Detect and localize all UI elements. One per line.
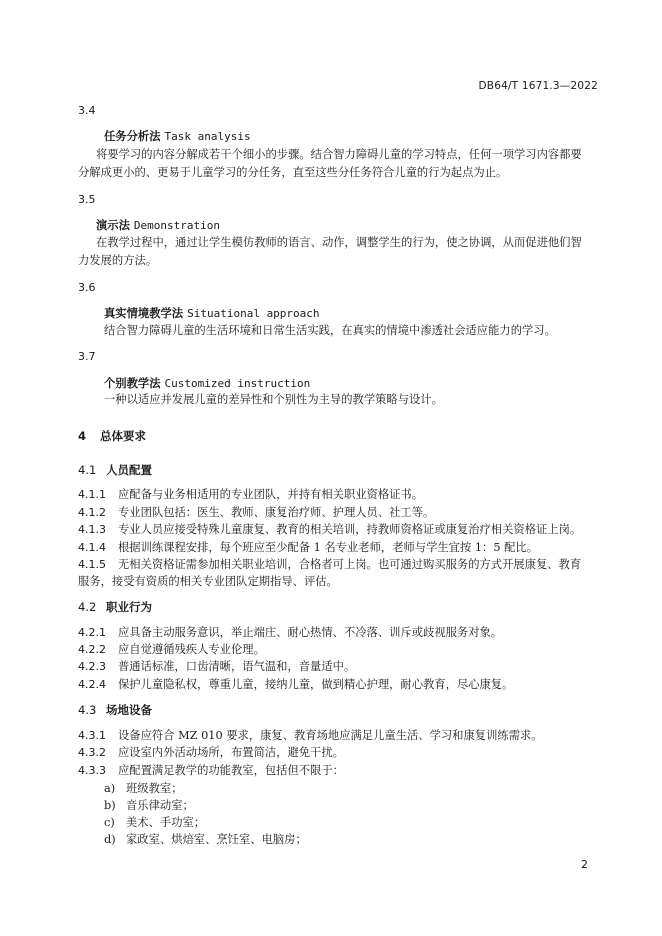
clause-number: 4.3.2: [78, 746, 106, 759]
section-heading: [78, 702, 152, 718]
list-marker: c): [104, 816, 115, 829]
clause-text: 专业团队包括：医生、教师、康复治疗师、护理人员、社工等。: [118, 506, 435, 519]
clause-number: 4.3.3: [78, 764, 106, 777]
section-number: 4.1: [78, 463, 97, 477]
clause-item: [78, 727, 604, 745]
term-number: 3.7: [78, 350, 96, 363]
list-marker: b): [104, 799, 116, 812]
list-marker: a): [104, 782, 116, 795]
section-heading: [78, 462, 152, 478]
clause-number: 4.2.3: [78, 660, 106, 673]
clause-item: [78, 676, 604, 694]
clause-text: 普通话标准，口齿清晰，语气温和，音量适中。: [118, 660, 356, 673]
clause-number: 4.1.5: [78, 558, 106, 571]
clause-item: [78, 486, 604, 504]
chapter-number: 4: [78, 429, 87, 443]
term-definition-line: 力发展的方法。: [78, 254, 158, 267]
clause-text: 根据训练课程安排，每个班应至少配备 1 名专业老师，老师与学生宜按 1：5 配比。: [118, 541, 539, 554]
clause-item: [78, 539, 604, 557]
term-title: [104, 375, 310, 391]
list-item: [104, 814, 205, 830]
term-definition-line: 一种以适应并发展儿童的差异性和个别性为主导的教学策略与设计。: [104, 393, 443, 406]
clause-number: 4.2.4: [78, 678, 106, 691]
section-title: 人员配置: [106, 463, 152, 477]
term-name-cn: 真实情境教学法: [104, 307, 184, 320]
term-name-en: Customized instruction: [164, 377, 311, 390]
clause-number: 4.3.1: [78, 729, 106, 742]
clause-text: 应设室内外活动场所，布置简洁，避免干扰。: [118, 746, 344, 759]
term-number: 3.6: [78, 281, 96, 294]
clause-item: [78, 624, 604, 642]
clause-item: [78, 658, 604, 676]
chapter-heading: [78, 428, 146, 444]
list-item: [104, 797, 194, 813]
list-text: 音乐律动室；: [126, 799, 194, 812]
term-definition-line: 将要学习的内容分解成若干个细小的步骤。结合智力障碍儿童的学习特点，任何一项学习内容都要: [96, 148, 582, 161]
term-name-en: Situational approach: [187, 307, 320, 320]
term-definition-line: 结合智力障碍儿童的生活环境和日常生活实践，在真实的情境中渗透社会适应能力的学习。: [104, 324, 556, 337]
clause-text: 应自觉遵循残疾人专业伦理。: [118, 643, 265, 656]
term-title: [96, 217, 220, 233]
term-name-cn: 任务分析法: [104, 130, 161, 143]
clause-number: 4.2.1: [78, 626, 106, 639]
term-name-en: Task analysis: [164, 130, 251, 143]
term-name-en: Demonstration: [133, 219, 220, 232]
chapter-title: 总体要求: [100, 429, 147, 443]
list-text: 班级教室；: [126, 782, 183, 795]
clause-number: 4.2.2: [78, 643, 106, 656]
clause-number: 4.1.2: [78, 506, 106, 519]
term-title: [104, 305, 320, 321]
clause-number: 4.1.4: [78, 541, 106, 554]
clause-text: 应配备与业务相适用的专业团队，并持有相关职业资格证书。: [118, 488, 424, 501]
clause-text: 应具备主动服务意识，举止端庄、耐心热情、不冷落、训斥或歧视服务对象。: [118, 626, 503, 639]
term-definition-line: 在教学过程中，通过让学生模仿教师的语言、动作，调整学生的行为，使之协调，从而促进他们智: [96, 236, 582, 249]
clause-text: 专业人员应接受特殊儿童康复、教育的相关培训，持教师资格证或康复治疗相关资格证上岗。: [118, 523, 582, 536]
section-number: 4.3: [78, 703, 97, 717]
clause-item: [78, 504, 604, 522]
term-name-cn: 演示法: [96, 219, 130, 232]
list-item: [104, 780, 183, 796]
clause-item: [78, 744, 604, 762]
section-title: 职业行为: [106, 600, 152, 614]
clause-item: [78, 556, 604, 574]
section-title: 场地设备: [106, 703, 152, 717]
list-marker: d): [104, 833, 116, 846]
term-name-cn: 个别教学法: [104, 377, 161, 390]
clause-text: 无相关资格证需参加相关职业培训，合格者可上岗。也可通过购买服务的方式开展康复、教育: [118, 558, 582, 571]
list-item: [104, 831, 307, 847]
clause-text: 保护儿童隐私权，尊重儿童，接纳儿童，做到精心护理，耐心教育，尽心康复。: [118, 678, 514, 691]
document-code: DB64/T 1671.3—2022: [478, 80, 598, 92]
term-definition-line: 分解成更小的、更易于儿童学习的分任务，直至这些分任务符合儿童的行为起点为止。: [78, 166, 508, 179]
list-text: 美术、手功室；: [126, 816, 206, 829]
term-number: 3.4: [78, 104, 96, 117]
clause-item: [78, 762, 604, 780]
clause-text: 应配置满足教学的功能教室，包括但不限于：: [118, 764, 344, 777]
clause-item: [78, 521, 604, 539]
term-number: 3.5: [78, 193, 96, 206]
clause-item-continuation: 服务，接受有资质的相关专业团队定期指导、评估。: [78, 575, 338, 588]
section-number: 4.2: [78, 600, 97, 614]
list-text: 家政室、烘焙室、烹饪室、电脑房；: [126, 833, 307, 846]
page-number: 2: [581, 858, 588, 871]
section-heading: [78, 599, 152, 615]
clause-number: 4.1.3: [78, 523, 106, 536]
clause-number: 4.1.1: [78, 488, 106, 501]
term-title: [104, 128, 251, 144]
clause-item: [78, 641, 604, 659]
clause-text: 设备应符合 MZ 010 要求，康复、教育场地应满足儿童生活、学习和康复训练需求。: [118, 729, 543, 742]
